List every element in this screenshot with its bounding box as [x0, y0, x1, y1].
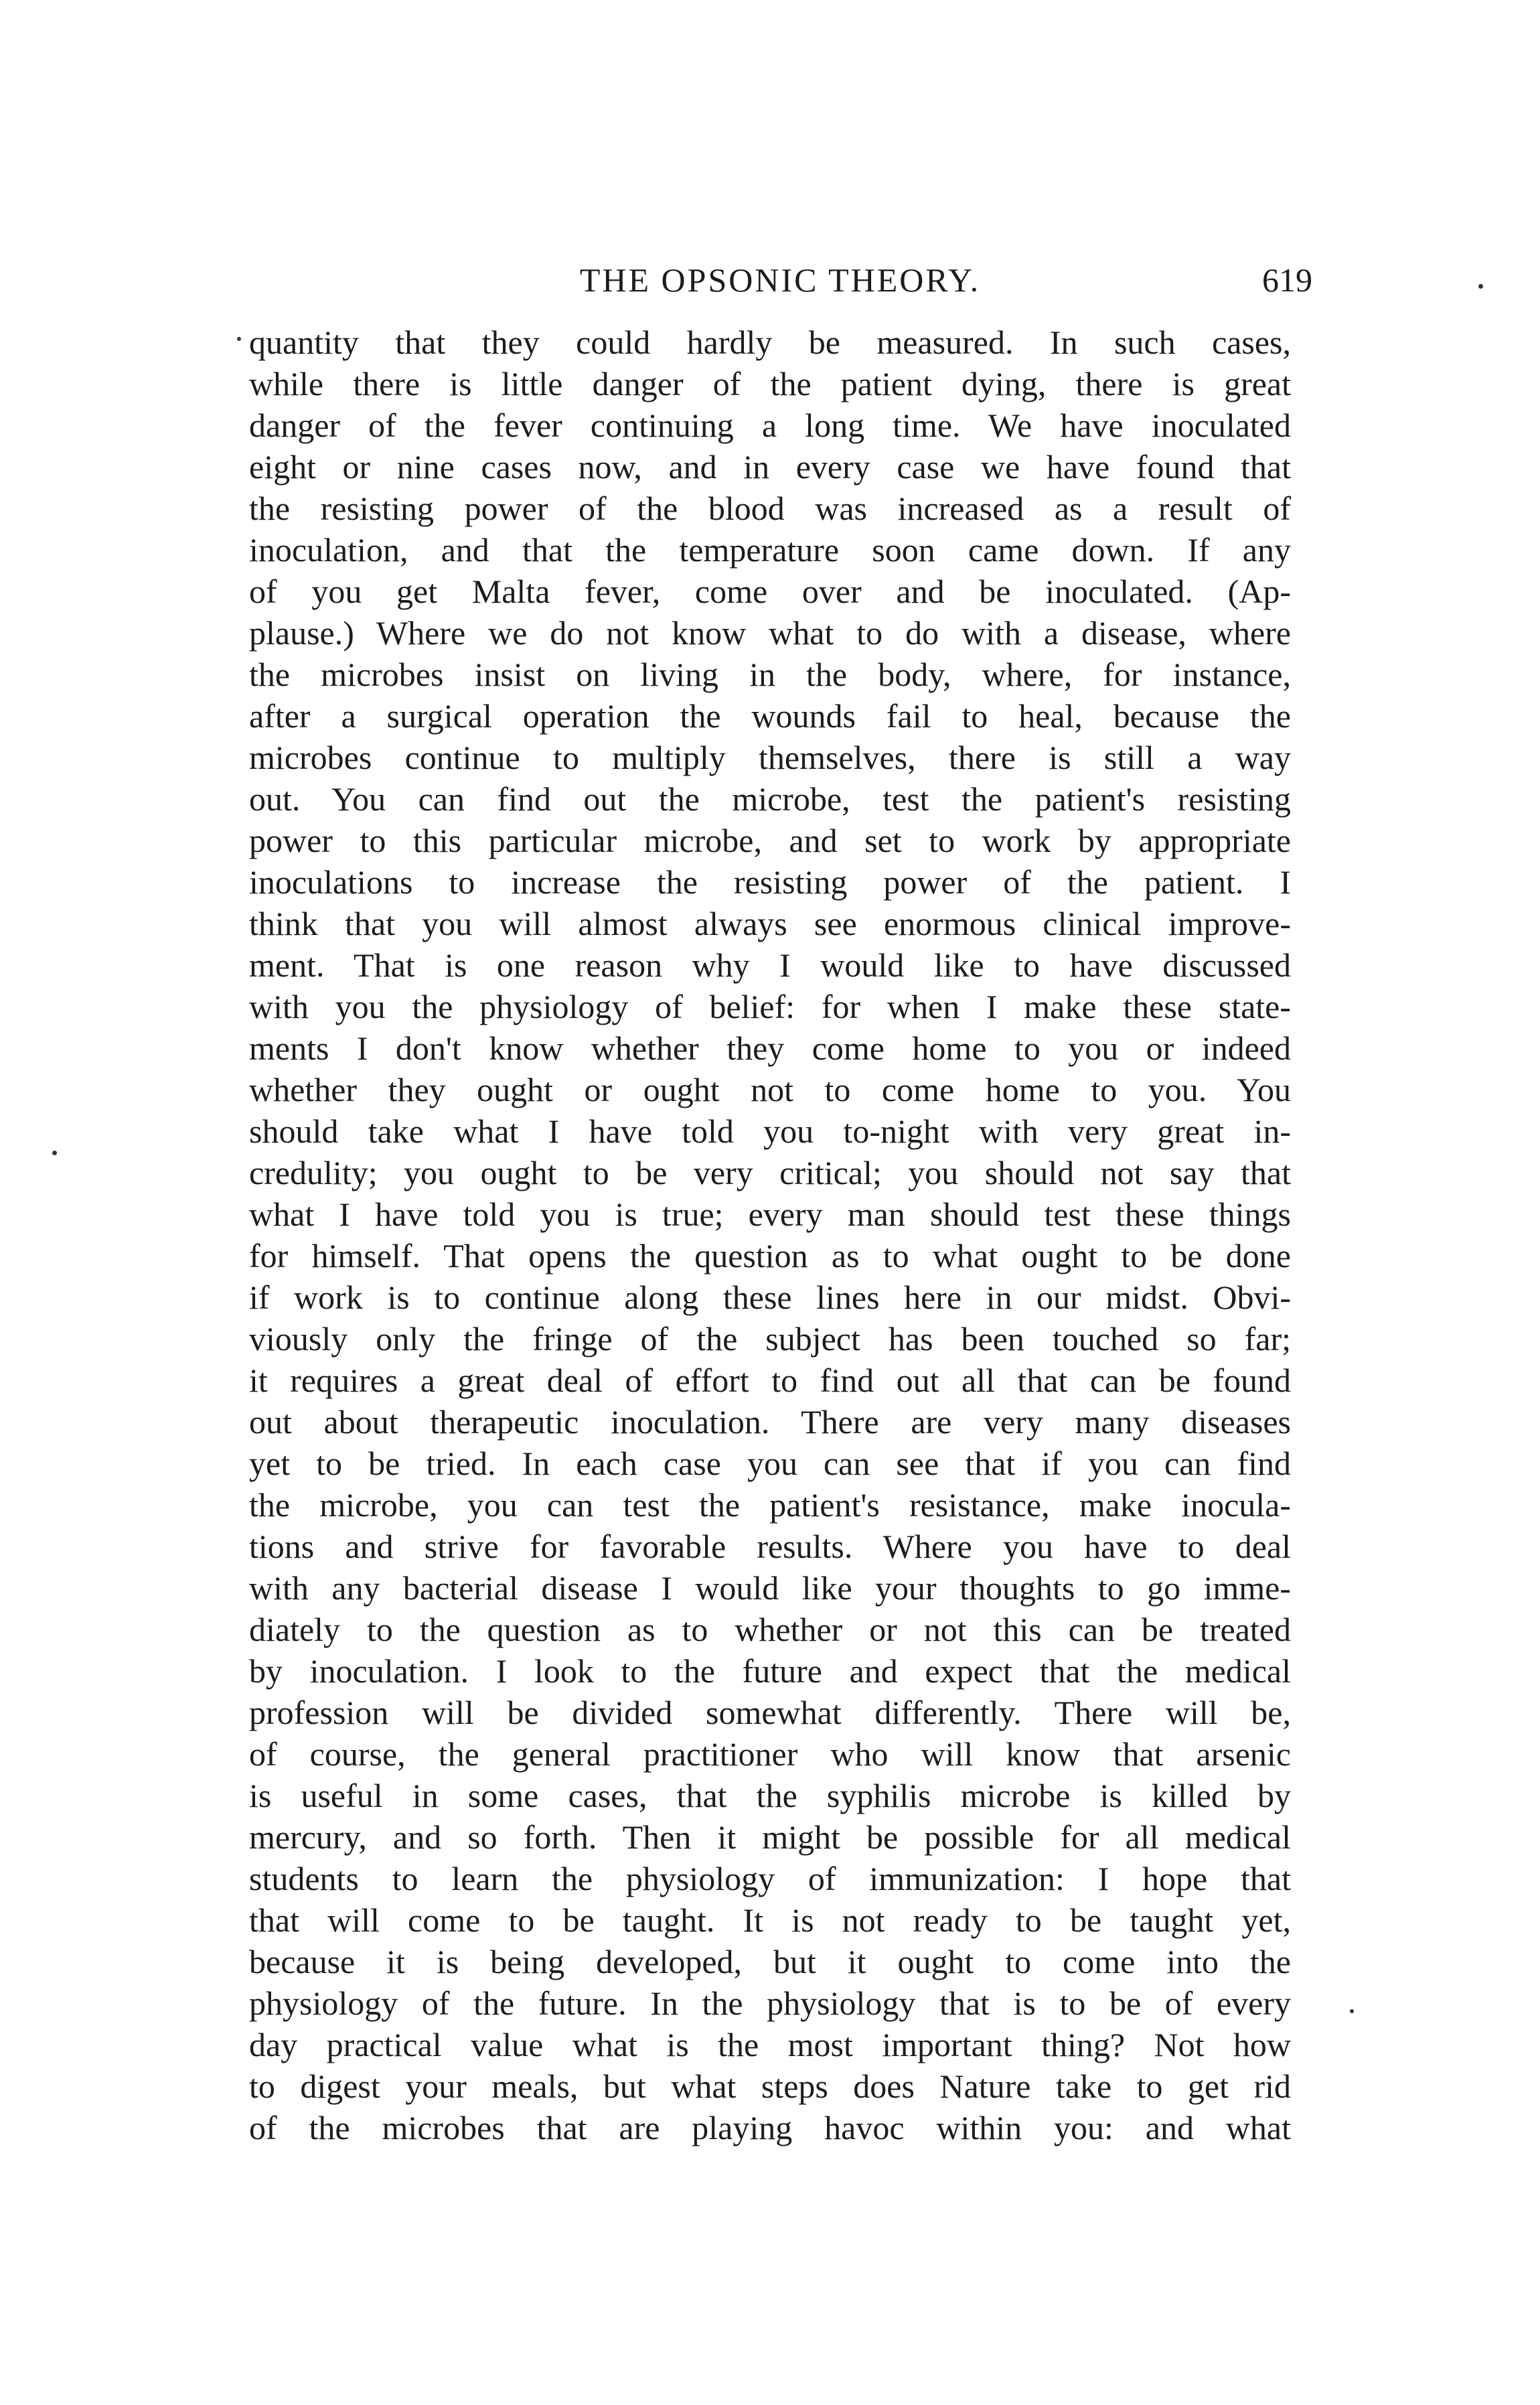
text-line: is useful in some cases, that the syphilis microbe is killed by — [249, 1777, 1291, 1814]
page-number: 619 — [1262, 261, 1312, 299]
text-line: plause.) Where we do not know what to do with a disease, where — [249, 614, 1291, 652]
text-line: quantity that they could hardly be measured. In such cases, — [249, 323, 1291, 361]
text-line: tions and strive for favorable results. Where you have to deal — [249, 1528, 1291, 1565]
text-line: of course, the general practitioner who will know that arsenic — [249, 1735, 1291, 1773]
text-line: with you the physiology of belief: for when I make these state- — [249, 988, 1291, 1025]
text-line: out about therapeutic inoculation. There are very many diseases — [249, 1403, 1291, 1441]
text-line: out. You can find out the microbe, test the patient's resisting — [249, 780, 1291, 818]
text-line: the microbes insist on living in the body, where, for instance, — [249, 656, 1291, 693]
text-line: of the microbes that are playing havoc within you: and what — [249, 2109, 1291, 2146]
text-line: yet to be tried. In each case you can see that if you can find — [249, 1445, 1291, 1482]
text-line: the microbe, you can test the patient's resistance, make inocula- — [249, 1486, 1291, 1524]
text-line: should take what I have told you to-night with very great in- — [249, 1112, 1291, 1150]
text-line: day practical value what is the most important thing? Not how — [249, 2026, 1291, 2063]
text-line: diately to the question as to whether or not this can be treated — [249, 1611, 1291, 1648]
text-line: if work is to continue along these lines here in our midst. Obvi- — [249, 1279, 1291, 1316]
text-line: for himself. That opens the question as to what ought to be done — [249, 1237, 1291, 1274]
text-line: the resisting power of the blood was increased as a result of — [249, 490, 1291, 527]
text-line: it requires a great deal of effort to find out all that can be found — [249, 1362, 1291, 1399]
scan-speck — [237, 337, 241, 341]
text-line: ment. That is one reason why I would like to have discussed — [249, 946, 1291, 984]
scan-speck — [52, 1151, 57, 1155]
text-line: what I have told you is true; every man should test these things — [249, 1195, 1291, 1233]
text-line: that will come to be taught. It is not ready to be taught yet, — [249, 1901, 1291, 1939]
text-line: students to learn the physiology of immunization: I hope that — [249, 1860, 1291, 1897]
text-line: danger of the fever continuing a long time. We have inoculated — [249, 407, 1291, 444]
text-line: viously only the fringe of the subject has been touched so far; — [249, 1320, 1291, 1358]
text-line: credulity; you ought to be very critical; you should not say that — [249, 1154, 1291, 1191]
text-line: inoculations to increase the resisting power of the patient. I — [249, 863, 1291, 901]
text-line: of you get Malta fever, come over and be inoculated. (Ap- — [249, 573, 1291, 610]
text-line: inoculation, and that the temperature soon came down. If any — [249, 531, 1291, 569]
text-line: power to this particular microbe, and set to work by appropriate — [249, 822, 1291, 859]
text-line: ments I don't know whether they come home to you or indeed — [249, 1029, 1291, 1067]
text-line: while there is little danger of the patient dying, there is great — [249, 365, 1291, 403]
scan-speck — [1478, 284, 1483, 289]
running-title: THE OPSONIC THEORY. — [579, 261, 981, 299]
text-line: by inoculation. I look to the future and expect that the medical — [249, 1652, 1291, 1690]
text-line: whether they ought or ought not to come home to you. You — [249, 1071, 1291, 1108]
text-line: microbes continue to multiply themselves, there is still a way — [249, 739, 1291, 776]
text-line: think that you will almost always see enormous clinical improve- — [249, 905, 1291, 942]
text-line: with any bacterial disease I would like your thoughts to go imme- — [249, 1569, 1291, 1607]
text-line: after a surgical operation the wounds fail to heal, because the — [249, 697, 1291, 735]
body-text — [249, 321, 1291, 2148]
text-line: physiology of the future. In the physiology that is to be of every — [249, 1984, 1291, 2022]
running-head — [248, 260, 1312, 300]
text-line: eight or nine cases now, and in every case we have found that — [249, 448, 1291, 486]
text-line: mercury, and so forth. Then it might be possible for all medical — [249, 1818, 1291, 1856]
text-line: profession will be divided somewhat differently. There will be, — [249, 1694, 1291, 1731]
text-line: because it is being developed, but it ought to come into the — [249, 1943, 1291, 1980]
text-line: to digest your meals, but what steps does Nature take to get rid — [249, 2067, 1291, 2105]
scan-speck — [1350, 2009, 1354, 2013]
